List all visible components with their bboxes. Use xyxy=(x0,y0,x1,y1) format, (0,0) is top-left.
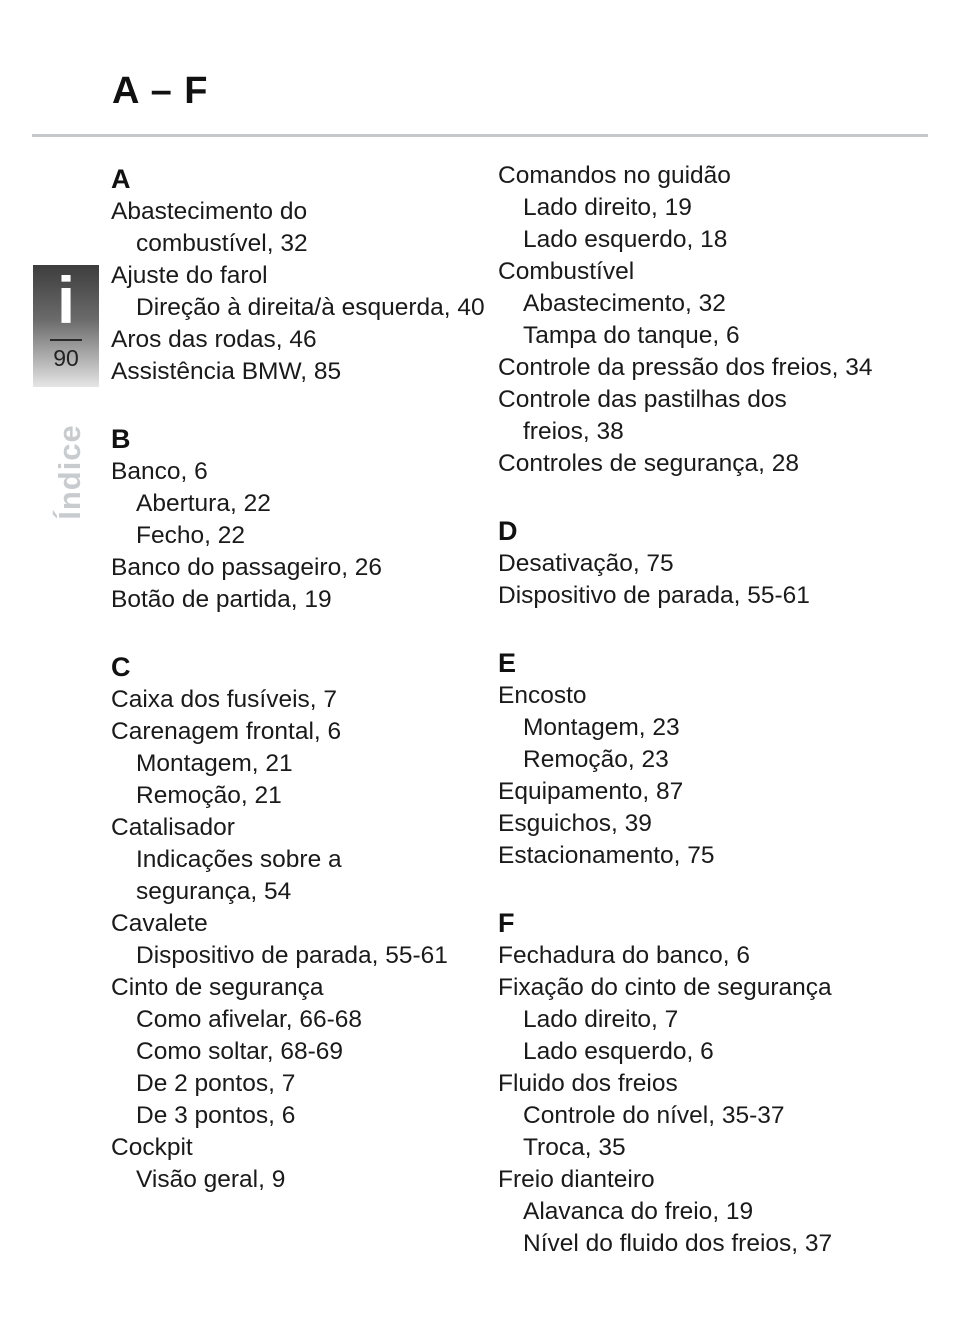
page-number: 90 xyxy=(53,345,79,371)
index-entry: Cinto de segurança xyxy=(111,974,324,1001)
index-subentry: Abertura, 22 xyxy=(136,490,271,517)
index-section xyxy=(498,904,873,1260)
index-entry: Catalisador xyxy=(111,814,235,841)
index-tab xyxy=(33,265,99,387)
index-subentry: De 3 pontos, 6 xyxy=(136,1102,296,1129)
index-entry: Banco do passageiro, 26 xyxy=(111,554,383,581)
index-subentry: freios, 38 xyxy=(523,418,624,445)
index-subentry: Montagem, 21 xyxy=(136,750,293,777)
index-section xyxy=(111,160,485,388)
index-entry: Botão de partida, 19 xyxy=(111,586,332,613)
index-column-right xyxy=(498,160,873,1292)
index-entry: Abastecimento do xyxy=(111,198,308,225)
index-subentry: Controle do nível, 35-37 xyxy=(523,1102,785,1129)
index-section xyxy=(111,420,485,616)
index-subentry: Nível do fluido dos freios, 37 xyxy=(523,1230,833,1257)
index-subentry: Dispositivo de parada, 55-61 xyxy=(136,942,448,969)
index-section xyxy=(498,644,873,872)
section-letter: E xyxy=(498,648,517,678)
index-subentry: Lado esquerdo, 6 xyxy=(523,1038,714,1065)
index-subentry: Abastecimento, 32 xyxy=(523,290,726,317)
index-entry: Estacionamento, 75 xyxy=(498,842,715,869)
index-subentry: Direção à direita/à esquerda, 40 xyxy=(136,294,485,321)
index-subentry: Tampa do tanque, 6 xyxy=(523,322,740,349)
index-subentry: Lado direito, 19 xyxy=(523,194,692,221)
index-entry: Ajuste do farol xyxy=(111,262,268,289)
index-section xyxy=(111,648,485,1196)
index-entry: Assistência BMW, 85 xyxy=(111,358,342,385)
section-letter: A xyxy=(111,164,131,194)
index-entry: Caixa dos fusíveis, 7 xyxy=(111,686,338,713)
index-entry: Fixação do cinto de segurança xyxy=(498,974,832,1001)
section-letter: C xyxy=(111,652,131,682)
index-section xyxy=(498,160,873,480)
index-entry: Equipamento, 87 xyxy=(498,778,684,805)
index-entry: Aros das rodas, 46 xyxy=(111,326,317,353)
index-entry: Cockpit xyxy=(111,1134,193,1161)
index-subentry: Alavanca do freio, 19 xyxy=(523,1198,754,1225)
index-subentry: combustível, 32 xyxy=(136,230,308,257)
index-subentry: Como afivelar, 66-68 xyxy=(136,1006,363,1033)
index-subentry: Montagem, 23 xyxy=(523,714,680,741)
index-entry: Dispositivo de parada, 55-61 xyxy=(498,582,810,609)
index-entry: Controles de segurança, 28 xyxy=(498,450,799,477)
index-entry: Fechadura do banco, 6 xyxy=(498,942,750,969)
section-side-label: Índice xyxy=(52,424,87,520)
index-subentry: Fecho, 22 xyxy=(136,522,245,549)
index-section xyxy=(498,512,873,612)
index-entry: Desativação, 75 xyxy=(498,550,674,577)
header-divider xyxy=(32,134,928,137)
index-subentry: Lado direito, 7 xyxy=(523,1006,679,1033)
tab-rule xyxy=(50,339,82,341)
index-entry: Controle da pressão dos freios, 34 xyxy=(498,354,873,381)
index-entry: Controle das pastilhas dos xyxy=(498,386,787,413)
page-title: A – F xyxy=(112,70,209,112)
index-entry: Esguichos, 39 xyxy=(498,810,652,837)
index-entry: Encosto xyxy=(498,682,587,709)
index-subentry: De 2 pontos, 7 xyxy=(136,1070,296,1097)
index-subentry: segurança, 54 xyxy=(136,878,292,905)
index-entry: Banco, 6 xyxy=(111,458,208,485)
index-entry: Fluido dos freios xyxy=(498,1070,678,1097)
index-entry: Freio dianteiro xyxy=(498,1166,655,1193)
info-icon: i xyxy=(56,263,76,337)
index-entry: Comandos no guidão xyxy=(498,162,731,189)
index-entry: Combustível xyxy=(498,258,635,285)
index-subentry: Como soltar, 68-69 xyxy=(136,1038,343,1065)
index-entry: Carenagem frontal, 6 xyxy=(111,718,342,745)
index-subentry: Remoção, 23 xyxy=(523,746,669,773)
index-subentry: Remoção, 21 xyxy=(136,782,282,809)
index-column-left xyxy=(111,160,485,1228)
section-letter: D xyxy=(498,516,518,546)
index-subentry: Troca, 35 xyxy=(523,1134,626,1161)
index-subentry: Indicações sobre a xyxy=(136,846,342,873)
section-letter: B xyxy=(111,424,131,454)
index-entry: Cavalete xyxy=(111,910,208,937)
index-subentry: Lado esquerdo, 18 xyxy=(523,226,728,253)
section-letter: F xyxy=(498,908,515,938)
index-subentry: Visão geral, 9 xyxy=(136,1166,286,1193)
